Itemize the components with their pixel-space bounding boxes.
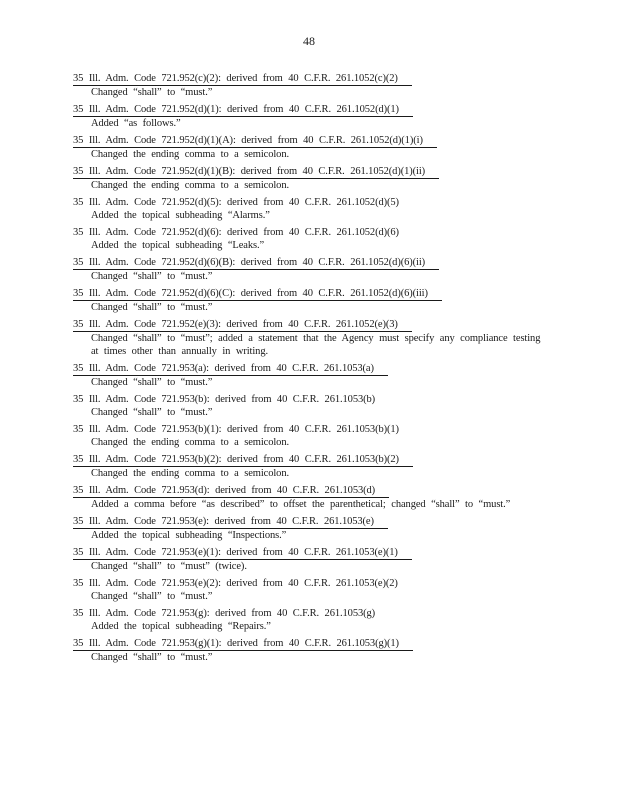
entry-heading: 35 Ill. Adm. Code 721.952(d)(1)(B): derived from 40 C.F.R. 261.1052(d)(1)(ii) — [73, 166, 439, 179]
entry-note: Changed “shall” to “must.” — [91, 407, 213, 418]
entry-note: Added the topical subheading “Repairs.” — [91, 621, 271, 632]
entry-heading: 35 Ill. Adm. Code 721.953(b)(2): derived from 40 C.F.R. 261.1053(b)(2) — [73, 454, 413, 467]
entry-heading: 35 Ill. Adm. Code 721.953(e)(1): derived from 40 C.F.R. 261.1053(e)(1) — [73, 547, 412, 560]
entry-note: Changed “shall” to “must”; added a statement that the Agency must specify any compliance testing at times other than annually in writing. — [91, 333, 541, 357]
entry-heading: 35 Ill. Adm. Code 721.953(a): derived from 40 C.F.R. 261.1053(a) — [73, 363, 388, 376]
entry-heading: 35 Ill. Adm. Code 721.952(d)(1): derived from 40 C.F.R. 261.1052(d)(1) — [73, 104, 413, 117]
entry-heading: 35 Ill. Adm. Code 721.952(d)(6)(C): derived from 40 C.F.R. 261.1052(d)(6)(iii) — [73, 288, 442, 301]
entry-heading: 35 Ill. Adm. Code 721.953(g): derived from 40 C.F.R. 261.1053(g) — [73, 608, 376, 619]
entry-note: Changed “shall” to “must.” — [91, 377, 213, 388]
entry-heading: 35 Ill. Adm. Code 721.953(g)(1): derived from 40 C.F.R. 261.1053(g)(1) — [73, 638, 413, 651]
entry-note: Changed the ending comma to a semicolon. — [91, 180, 289, 191]
derivation-entry — [73, 423, 543, 449]
entry-note: Changed “shall” to “must.” — [91, 652, 213, 663]
derivation-entry — [73, 72, 543, 99]
entry-heading: 35 Ill. Adm. Code 721.953(e)(2): derived from 40 C.F.R. 261.1053(e)(2) — [73, 578, 398, 589]
derivation-entry — [73, 134, 543, 161]
entry-note: Changed the ending comma to a semicolon. — [91, 437, 289, 448]
entry-note: Changed “shall” to “must.” — [91, 87, 213, 98]
derivation-entry — [73, 577, 543, 603]
derivation-entry — [73, 484, 543, 511]
entry-heading: 35 Ill. Adm. Code 721.952(c)(2): derived from 40 C.F.R. 261.1052(c)(2) — [73, 73, 412, 86]
entry-heading: 35 Ill. Adm. Code 721.952(e)(3): derived from 40 C.F.R. 261.1052(e)(3) — [73, 319, 412, 332]
derivation-entry — [73, 546, 543, 573]
derivation-entry — [73, 103, 543, 130]
entry-note: Changed the ending comma to a semicolon. — [91, 149, 289, 160]
entry-note: Added the topical subheading “Alarms.” — [91, 210, 270, 221]
derivation-entry — [73, 515, 543, 542]
derivation-entry — [73, 637, 543, 664]
derivation-entry — [73, 607, 543, 633]
derivation-entry — [73, 318, 543, 358]
entry-heading: 35 Ill. Adm. Code 721.953(b)(1): derived from 40 C.F.R. 261.1053(b)(1) — [73, 424, 399, 435]
entry-heading: 35 Ill. Adm. Code 721.952(d)(6): derived from 40 C.F.R. 261.1052(d)(6) — [73, 227, 399, 238]
page-number: 48 — [303, 34, 315, 48]
derivation-entry — [73, 226, 543, 252]
entry-heading: 35 Ill. Adm. Code 721.952(d)(5): derived from 40 C.F.R. 261.1052(d)(5) — [73, 197, 399, 208]
entry-note: Changed the ending comma to a semicolon. — [91, 468, 289, 479]
entry-note: Added “as follows.” — [91, 118, 181, 129]
derivation-entry — [73, 256, 543, 283]
entry-heading: 35 Ill. Adm. Code 721.953(d): derived from 40 C.F.R. 261.1053(d) — [73, 485, 389, 498]
entry-note: Added a comma before “as described” to offset the parenthetical; changed “shall” to “must.” — [91, 499, 511, 510]
entry-note: Changed “shall” to “must” (twice). — [91, 561, 247, 572]
entry-note: Added the topical subheading “Leaks.” — [91, 240, 265, 251]
derivation-entry — [73, 165, 543, 192]
derivation-entry — [73, 196, 543, 222]
derivation-list — [73, 72, 543, 668]
derivation-entry — [73, 453, 543, 480]
derivation-entry — [73, 393, 543, 419]
entry-note: Changed “shall” to “must.” — [91, 271, 213, 282]
entry-heading: 35 Ill. Adm. Code 721.952(d)(1)(A): derived from 40 C.F.R. 261.1052(d)(1)(i) — [73, 135, 437, 148]
entry-heading: 35 Ill. Adm. Code 721.952(d)(6)(B): derived from 40 C.F.R. 261.1052(d)(6)(ii) — [73, 257, 439, 270]
derivation-entry — [73, 287, 543, 314]
entry-note: Changed “shall” to “must.” — [91, 302, 213, 313]
entry-note: Changed “shall” to “must.” — [91, 591, 213, 602]
derivation-entry — [73, 362, 543, 389]
entry-heading: 35 Ill. Adm. Code 721.953(b): derived from 40 C.F.R. 261.1053(b) — [73, 394, 376, 405]
entry-note: Added the topical subheading “Inspections.” — [91, 530, 287, 541]
entry-heading: 35 Ill. Adm. Code 721.953(e): derived from 40 C.F.R. 261.1053(e) — [73, 516, 388, 529]
